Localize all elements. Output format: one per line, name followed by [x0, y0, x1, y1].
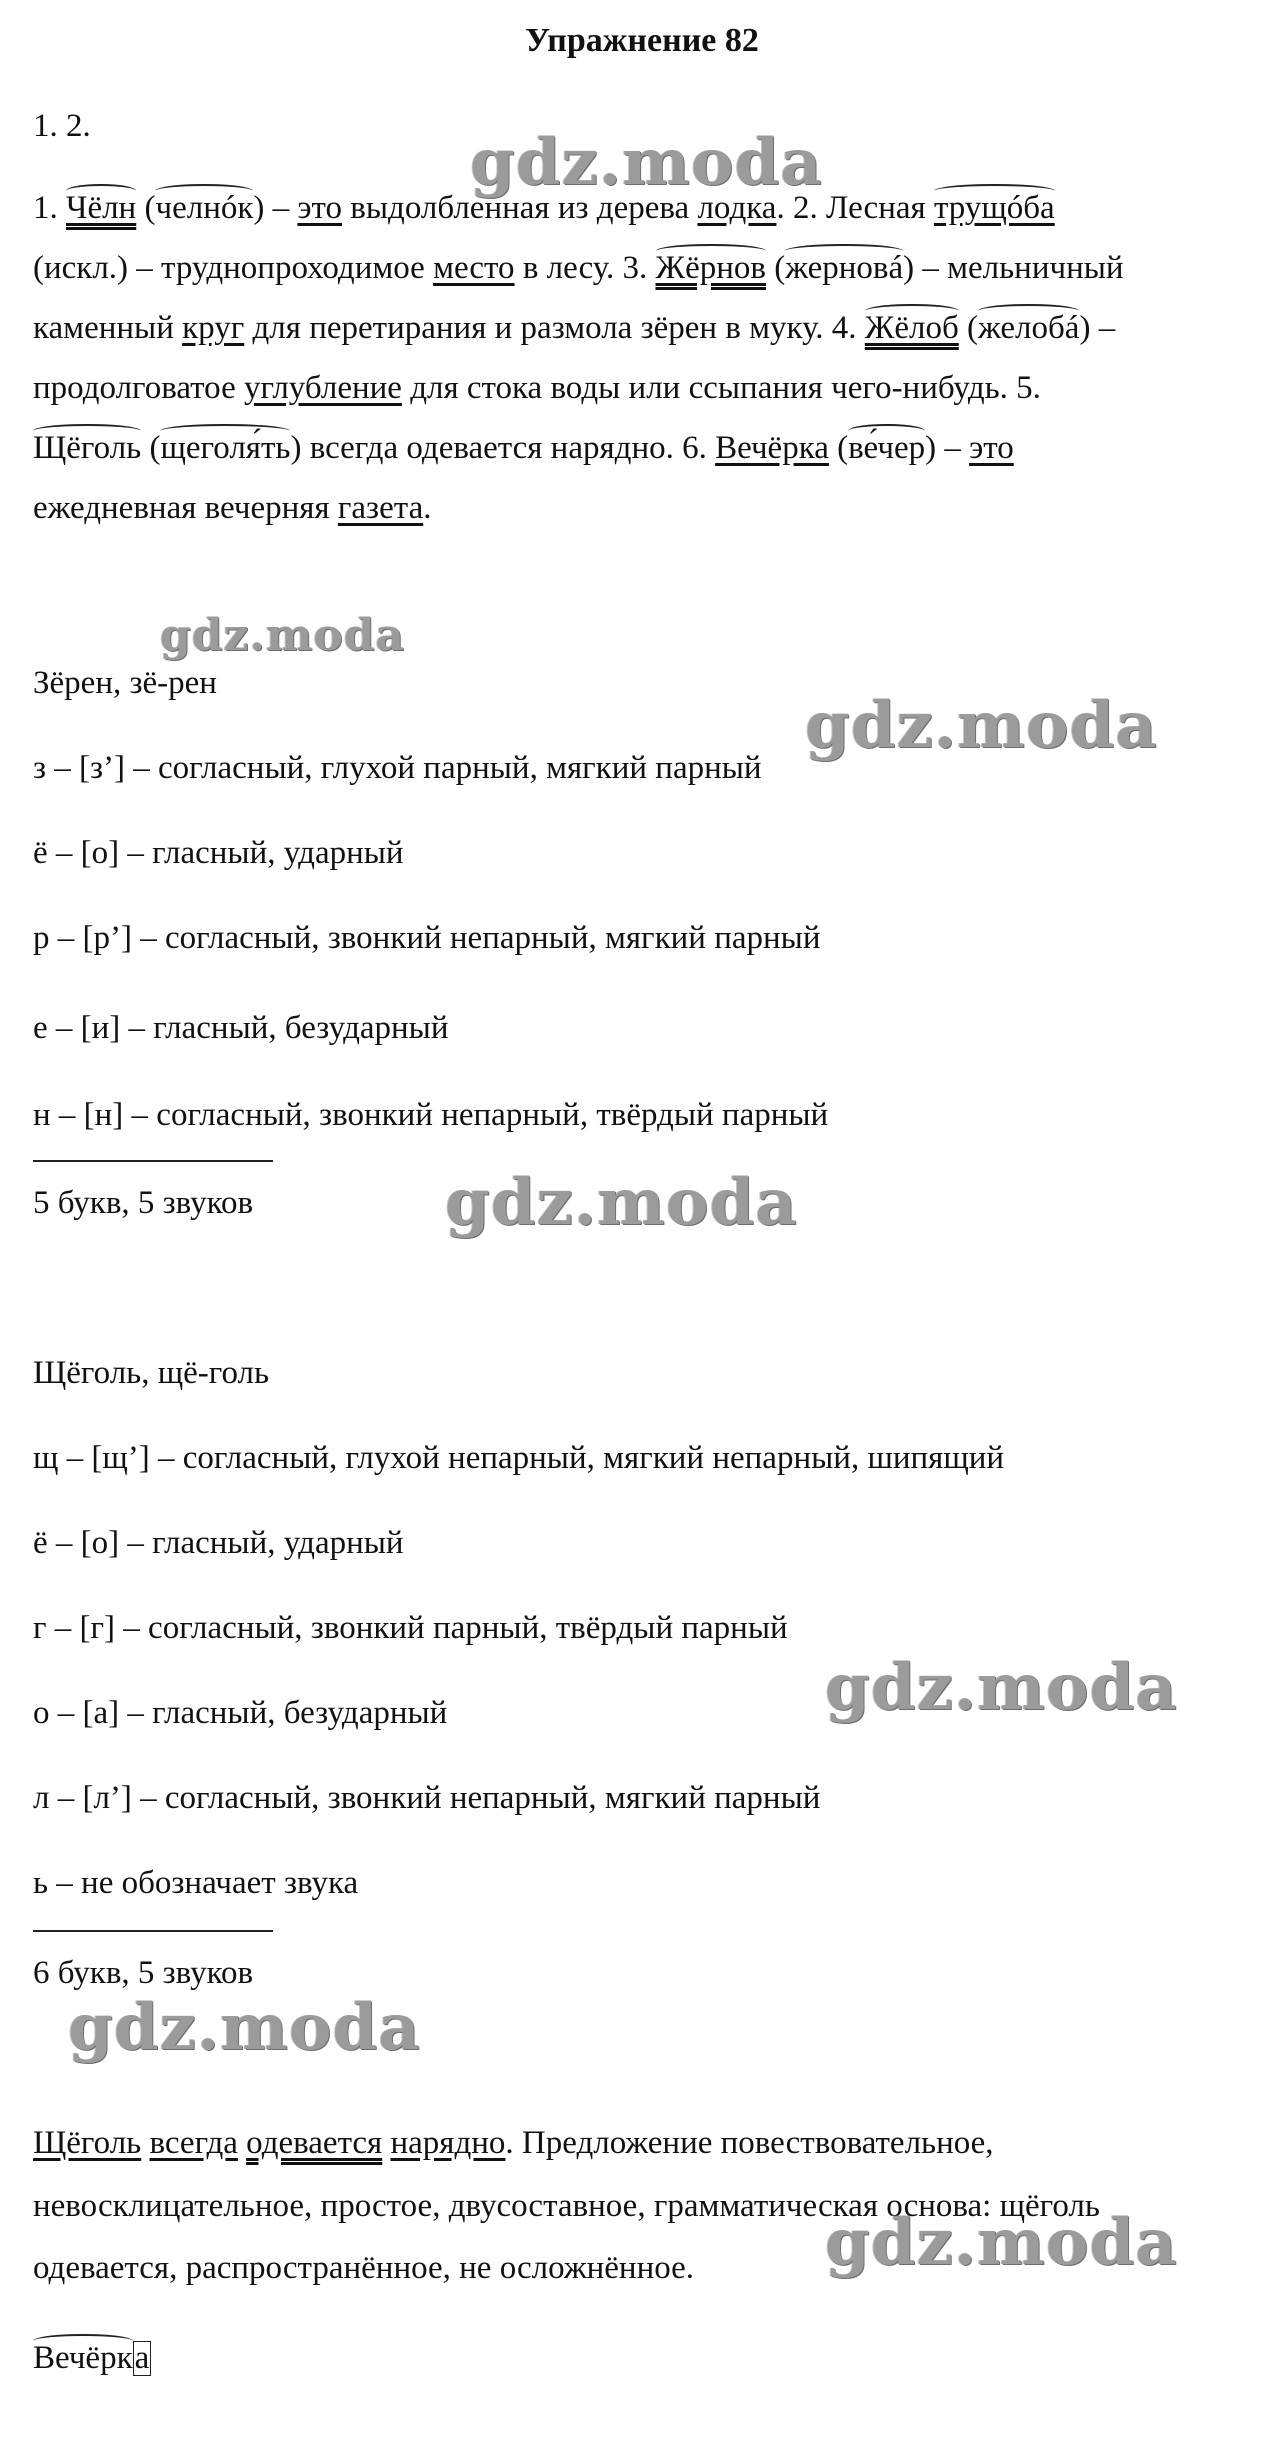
- marked-word: желобá: [978, 310, 1080, 346]
- text: (: [136, 190, 156, 226]
- marked-word: ве́чер: [848, 430, 926, 466]
- analysis-1-header: Зёрен, зё-рен: [33, 665, 217, 701]
- analysis-1-row: р – [р’] – согласный, звонкий непарный, мягкий парный: [33, 920, 821, 956]
- underlined-word: всегда: [149, 2125, 238, 2161]
- underlined-word: углубление: [243, 370, 402, 406]
- text: в лесу. 3.: [514, 250, 656, 286]
- sentence-line-3: одевается, распространённое, не осложнённое.: [33, 2250, 695, 2286]
- watermark: gdz.moda: [470, 125, 823, 200]
- marked-word: жерновá: [785, 250, 904, 286]
- watermark: gdz.moda: [68, 1990, 421, 2065]
- text: 1.: [33, 190, 66, 226]
- analysis-2-row: щ – [щ’] – согласный, глухой непарный, мягкий непарный, шипящий: [33, 1440, 1005, 1476]
- text: для стока воды или ссыпания чего-нибудь. 5.: [401, 370, 1041, 406]
- underlined-word: Вечёрка: [715, 430, 829, 466]
- predicate-word: одевается: [246, 2125, 383, 2161]
- text: .: [423, 490, 432, 526]
- subject-word: Щёголь: [33, 2125, 142, 2161]
- text: (искл.) – труднопроходимое: [33, 250, 434, 286]
- paragraph-line-5: [33, 430, 1014, 467]
- text: [238, 2125, 246, 2161]
- underlined-word: лодка: [697, 190, 777, 226]
- text: ) –: [253, 190, 298, 226]
- underlined-word: место: [433, 250, 515, 286]
- morpheme-word: [33, 2340, 151, 2377]
- text: ежедневная вечерняя: [33, 490, 338, 526]
- analysis-2-row: г – [г] – согласный, звонкий парный, твёрдый парный: [33, 1610, 788, 1646]
- watermark: gdz.moda: [825, 1650, 1178, 1725]
- text: ) –: [925, 430, 970, 466]
- analysis-1-summary: 5 букв, 5 звуков: [33, 1185, 254, 1221]
- marked-word: щеголя́ть: [160, 430, 291, 466]
- watermark: gdz.moda: [160, 610, 406, 661]
- divider-line: [33, 1930, 273, 1932]
- text: ) – мельничный: [903, 250, 1124, 286]
- text: (: [141, 430, 161, 466]
- marked-word: трущóба: [933, 190, 1055, 226]
- text: (: [765, 250, 786, 286]
- analysis-2-summary: 6 букв, 5 звуков: [33, 1955, 254, 1991]
- marked-word: Щёголь: [33, 430, 142, 466]
- paragraph-line-3: [33, 310, 1115, 347]
- text: . Предложение повествовательное,: [505, 2125, 994, 2161]
- underlined-word: круг: [182, 310, 245, 346]
- text: каменный: [33, 310, 183, 346]
- text: . 2. Лесная: [776, 190, 934, 226]
- paragraph-line-2: [33, 250, 1124, 287]
- divider-line: [33, 1160, 273, 1162]
- analysis-1-row: ё – [о] – гласный, ударный: [33, 835, 404, 871]
- section-marker: 1. 2.: [33, 108, 91, 144]
- text: (: [828, 430, 849, 466]
- analysis-2-row: ё – [о] – гласный, ударный: [33, 1525, 404, 1561]
- sentence-line-2: невосклицательное, простое, двусоставное, грамматическая основа: щёголь: [33, 2188, 1100, 2224]
- underlined-word: это: [297, 190, 343, 226]
- analysis-1-row: з – [з’] – согласный, глухой парный, мягкий парный: [33, 750, 762, 786]
- sentence-line-1: [33, 2125, 994, 2162]
- paragraph-line-6: [33, 490, 431, 527]
- text: ) всегда одевается нарядно. 6.: [290, 430, 716, 466]
- marked-word: Жёлоб: [864, 310, 959, 346]
- text: ) –: [1079, 310, 1116, 346]
- marked-word: Чёлн: [66, 190, 137, 226]
- analysis-2-row: ь – не обозначает звука: [33, 1865, 359, 1901]
- analysis-1-row: н – [н] – согласный, звонкий непарный, твёрдый парный: [33, 1097, 829, 1133]
- exercise-title: Упражнение 82: [525, 22, 759, 59]
- analysis-2-row: л – [л’] – согласный, звонкий непарный, мягкий парный: [33, 1780, 821, 1816]
- watermark: gdz.moda: [805, 688, 1158, 763]
- analysis-2-header: Щёголь, щё-голь: [33, 1355, 270, 1391]
- text: для перетирания и размола зёрен в муку. 4.: [244, 310, 865, 346]
- morpheme-root: Вечёрк: [33, 2340, 133, 2376]
- paragraph-line-4: [33, 370, 1041, 407]
- morpheme-ending: а: [134, 2340, 150, 2376]
- underlined-word: нарядно: [390, 2125, 506, 2161]
- text: (: [958, 310, 979, 346]
- text: продолговатое: [33, 370, 244, 406]
- marked-word: челнóк: [155, 190, 254, 226]
- analysis-1-row: е – [и] – гласный, безударный: [33, 1010, 449, 1046]
- marked-word: Жёрнов: [655, 250, 766, 286]
- analysis-2-row: о – [а] – гласный, безударный: [33, 1695, 448, 1731]
- text: выдолбленная из дерева: [342, 190, 698, 226]
- underlined-word: газета: [337, 490, 424, 526]
- underlined-word: это: [969, 430, 1014, 466]
- watermark: gdz.moda: [825, 2205, 1178, 2280]
- watermark: gdz.moda: [445, 1165, 798, 1240]
